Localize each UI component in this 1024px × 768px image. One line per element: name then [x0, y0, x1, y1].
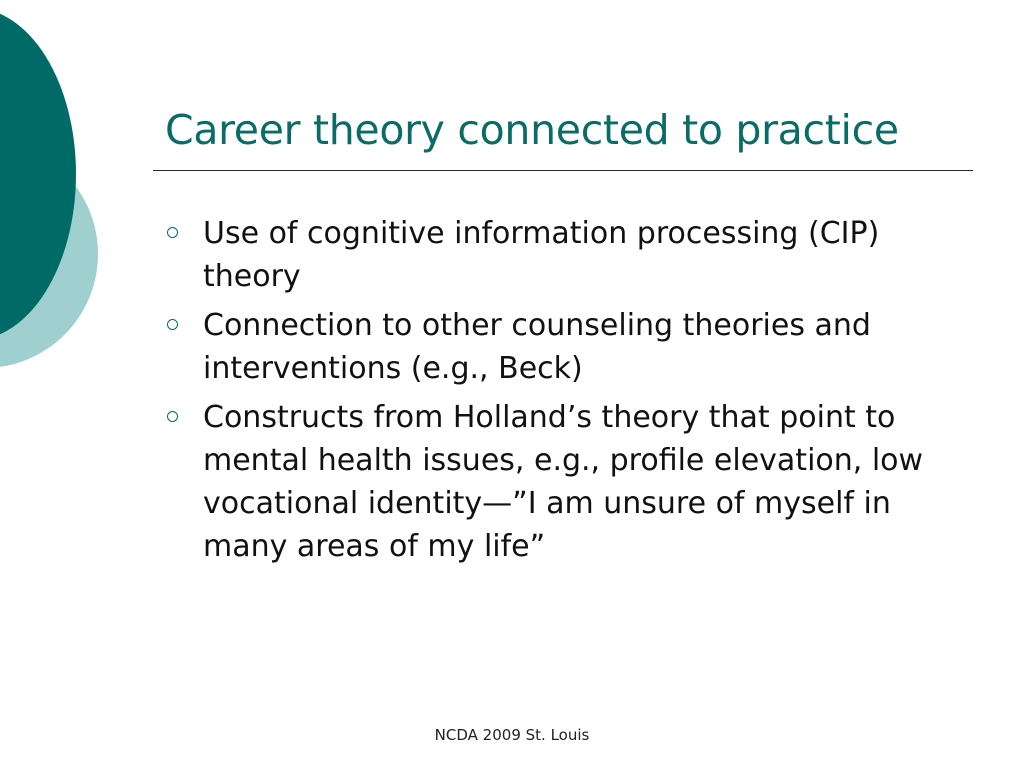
title-divider — [153, 170, 973, 171]
bullet-item-holland — [165, 396, 965, 568]
slide-title: Career theory connected to practice — [165, 106, 899, 154]
circle-bullet-icon — [167, 411, 178, 422]
bullet-item-cip — [165, 212, 965, 298]
bullet-list — [165, 212, 965, 574]
circle-bullet-icon — [167, 227, 178, 238]
bullet-text: Connection to other counseling theories and interventions (e.g., Beck) — [203, 308, 871, 386]
bullet-text: Constructs from Holland’s theory that point to mental health issues, e.g., profile elevation, low vocational identity—”I am unsure of myself in many areas of my life” — [203, 400, 924, 564]
circle-bullet-icon — [167, 319, 178, 330]
slide-footer: NCDA 2009 St. Louis — [434, 726, 590, 744]
bullet-text: Use of cognitive information processing (CIP) theory — [203, 216, 880, 294]
bullet-item-counseling — [165, 304, 965, 390]
